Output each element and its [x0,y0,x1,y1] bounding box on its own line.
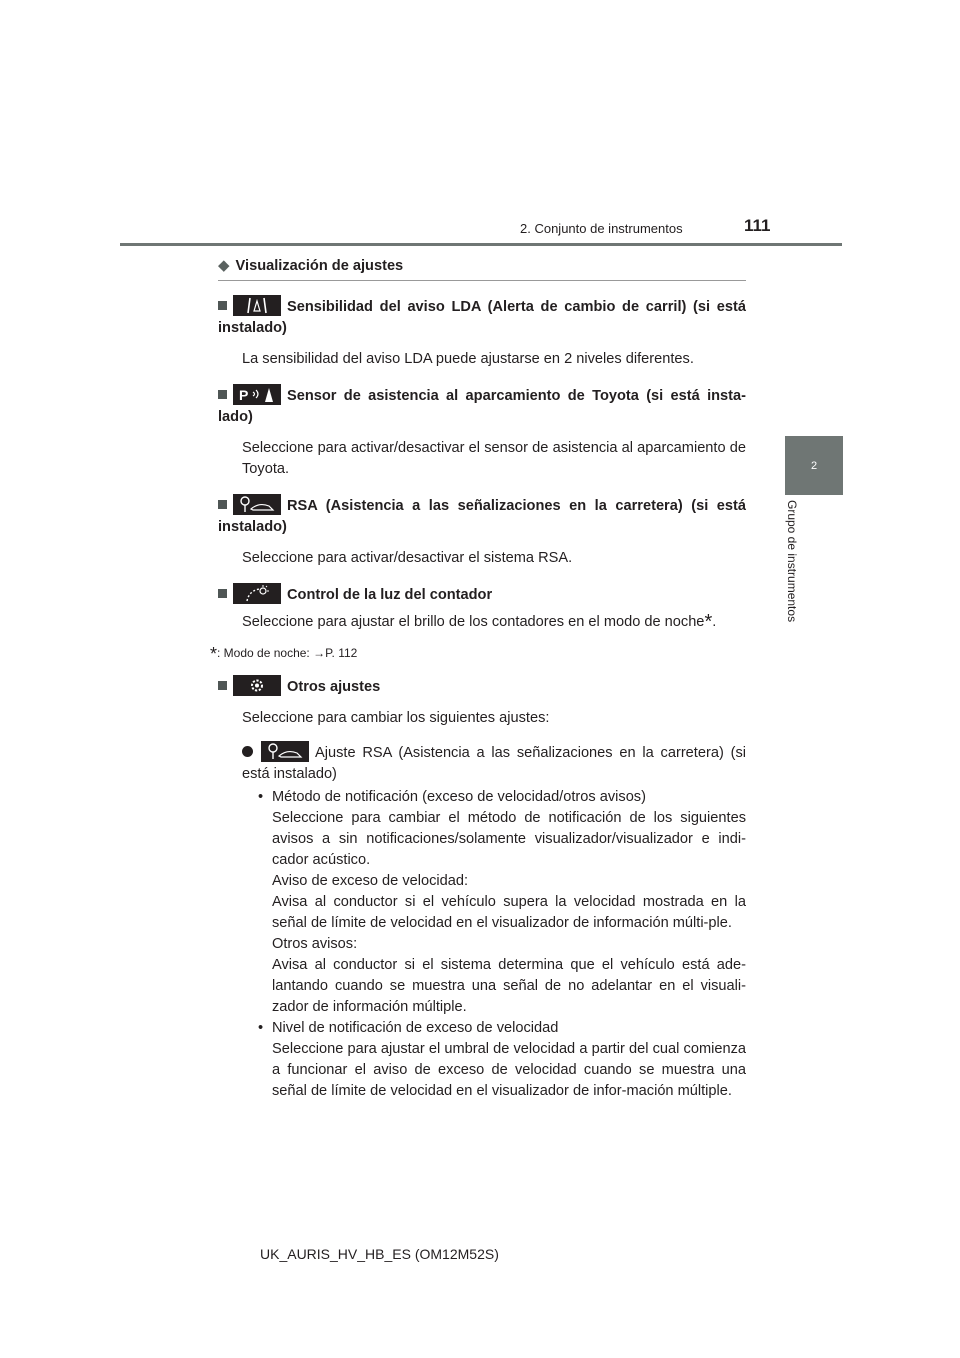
header-section-title: 2. Conjunto de instrumentos [520,221,683,236]
overspeed-warning-desc: Avisa al conductor si el vehículo supera la velocidad mostrada en la señal de límite de velocidad en el visualizador de información múlti-ple. [272,894,746,931]
rsa-setting-title-row [242,741,746,785]
setting-light-title-row [218,583,746,606]
setting-lda-title-row [218,295,746,339]
setting-light-body-text: Seleccione para ajustar el brillo de los contadores en el modo de noche [242,614,705,630]
section-heading [218,255,746,281]
rsa-setting-item [242,741,746,1102]
setting-light-title: Control de la luz del contador [287,587,493,603]
lda-icon [233,295,281,316]
setting-other-body: Seleccione para cambiar los siguientes ajustes: [242,710,550,726]
footnote-text: : Modo de noche: →P. 112 [217,646,358,660]
parking-sensor-icon [233,384,281,405]
setting-lda-title: Sensibilidad del aviso LDA (Alerta de cambio de carril) (si está instalado) [218,299,746,336]
header-rule [120,243,842,246]
overspeed-warning-label: Aviso de exceso de velocidad: [272,873,469,889]
round-bullet-icon [242,746,253,757]
setting-meter-light [218,583,746,633]
setting-other [218,675,746,1102]
setting-lda [218,295,746,370]
overspeed-notification-level [258,1018,746,1102]
dot-bullet: • [258,1020,264,1036]
chapter-label: Grupo de instrumentos [785,500,799,623]
diamond-icon: ◆ [218,257,230,274]
footnote-star: * [210,644,218,664]
setting-parking-title: Sensor de asistencia al aparcamiento de Toyota (si está insta-lado) [218,388,746,425]
setting-rsa-body: Seleccione para activar/desactivar el sistema RSA. [242,550,573,566]
footnote-star: * [704,611,713,633]
overspeed-level-title: Nivel de notificación de exceso de velocidad [272,1020,559,1036]
svg-text:P: P [239,387,249,403]
setting-other-title-row [218,675,746,698]
square-bullet-icon [218,500,227,509]
square-bullet-icon [218,301,227,310]
setting-parking-title-row [218,384,746,428]
chapter-number: 2 [810,459,818,472]
other-warnings-desc: Avisa al conductor si el sistema determina que el vehículo está ade-lantando cuando se muestra una señal de no adelantar en el visuali-zador de información múltiple. [272,957,746,1015]
main-content [210,255,746,1102]
setting-rsa-title-row [218,494,746,538]
document-code: UK_AURIS_HV_HB_ES (OM12M52S) [260,1246,499,1262]
overspeed-level-desc: Seleccione para ajustar el umbral de velocidad a partir del cual comienza a funcionar el aviso de exceso de velocidad cuando se muestra una señal de límite de velocidad en el visualizador de infor-mación múltiple. [272,1041,746,1099]
notification-method-title: Método de notificación (exceso de velocidad/otros avisos) [272,789,646,805]
notification-method [258,787,746,1018]
setting-parking [218,384,746,480]
rsa-icon [261,741,309,762]
footnote [210,643,746,665]
dot-bullet: • [258,789,264,805]
other-warnings-label: Otros avisos: [272,936,358,952]
section-heading-text: Visualización de ajustes [235,258,404,274]
setting-rsa [218,494,746,569]
rsa-setting-title: Ajuste RSA (Asistencia a las señalizaciones en la carretera) (si está instalado) [242,745,746,782]
square-bullet-icon [218,390,227,399]
setting-lda-body: La sensibilidad del aviso LDA puede ajustarse en 2 niveles diferentes. [242,351,694,367]
rsa-icon [233,494,281,515]
square-bullet-icon [218,681,227,690]
setting-light-body-period: . [712,614,717,630]
meter-light-icon [233,583,281,604]
notification-method-desc: Seleccione para cambiar el método de notificación de los siguientes avisos a sin notificaciones/solamente visualizador/visualizador e indi-cador acústico. [272,810,746,868]
setting-light-body [242,612,746,633]
gear-icon [233,675,281,696]
chapter-label-container [785,500,809,650]
square-bullet-icon [218,589,227,598]
setting-parking-body: Seleccione para activar/desactivar el sensor de asistencia al aparcamiento de Toyota. [242,440,746,477]
page-number: 111 [744,216,771,235]
chapter-tab [785,436,843,495]
setting-other-title: Otros ajustes [287,679,381,695]
setting-rsa-title: RSA (Asistencia a las señalizaciones en la carretera) (si está instalado) [218,498,746,535]
